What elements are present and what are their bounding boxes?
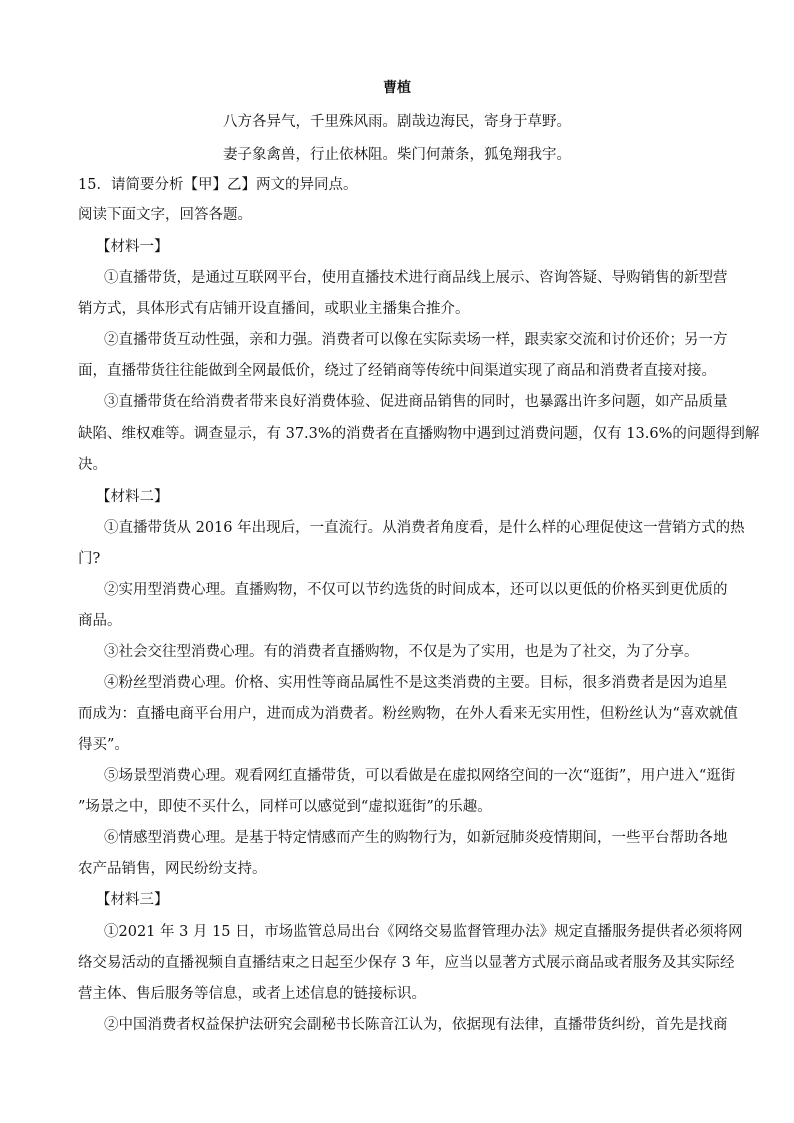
- material-3-header: 【材料三】: [96, 892, 169, 908]
- m2-paragraph-3: ③社会交往型消费心理。有的消费者直播购物，不仅是为了实用，也是为了社交，为了分享。: [104, 644, 699, 660]
- m1-paragraph-2-cont: 面，直播带货往往能做到全网最低价，绕过了经销商等传统中间渠道实现了商品和消费者直接对接。: [78, 363, 716, 379]
- material-1-header: 【材料一】: [96, 239, 169, 255]
- m3-paragraph-1-end: 营主体、售后服务等信息，或者上述信息的链接标识。: [78, 986, 426, 1002]
- m3-paragraph-1-cont: 络交易活动的直播视频自直播结束之日起至少保存 3 年，应当以显著方式展示商品或者服务及其实际经: [78, 955, 735, 971]
- m1-paragraph-3-cont: 缺陷、维权难等。调查显示，有 37.3%的消费者在直播购物中遇到过消费问题，仅有 13.6%的问题得到解: [78, 426, 760, 442]
- m1-paragraph-2: ②直播带货互动性强，亲和力强。消费者可以像在实际卖场一样，跟卖家交流和讨价还价；另一方: [104, 332, 728, 348]
- material-2-header: 【材料二】: [96, 489, 169, 505]
- m1-paragraph-3-end: 决。: [78, 457, 107, 473]
- m2-paragraph-5: ⑤场景型消费心理。观看网红直播带货，可以看做是在虚拟网络空间的一次“逛街”，用户进入“逛街: [104, 768, 736, 784]
- poem-line-1: 八方各异气，千里殊风雨。剧哉边海民，寄身于草野。: [223, 114, 571, 130]
- m2-paragraph-6-cont: 农产品销售，网民纷纷支持。: [78, 861, 267, 877]
- m1-paragraph-3: ③直播带货在给消费者带来良好消费体验、促进商品销售的同时，也暴露出许多问题，如产品质量: [104, 394, 728, 410]
- m2-paragraph-1: ①直播带货从 2016 年出现后，一直流行。从消费者角度看，是什么样的心理促使这一营销方式的热: [104, 520, 745, 536]
- m2-paragraph-5-cont: ”场景之中，即使不买什么，同样可以感觉到“虚拟逛街”的乐趣。: [78, 799, 492, 815]
- m3-paragraph-1: ①2021 年 3 月 15 日，市场监管总局出台《网络交易监督管理办法》规定直播服务提供者必须将网: [104, 924, 743, 940]
- m2-paragraph-2-cont: 商品。: [78, 613, 122, 629]
- question-15: 15．请简要分析【甲】乙】两文的异同点。: [78, 177, 358, 193]
- m2-paragraph-4: ④粉丝型消费心理。价格、实用性等商品属性不是这类消费的主要。目标，很多消费者是因为追星: [104, 675, 728, 691]
- poem-title: 曹植: [383, 80, 411, 96]
- m1-paragraph-1: ①直播带货，是通过互联网平台，使用直播技术进行商品线上展示、咨询答疑、导购销售的新型营: [104, 270, 728, 286]
- reading-intro: 阅读下面文字，回答各题。: [78, 207, 252, 223]
- m2-paragraph-4-cont: 而成为：直播电商平台用户，进而成为消费者。粉丝购物，在外人看来无实用性，但粉丝认为“喜欢就值: [78, 706, 738, 722]
- m3-paragraph-2: ②中国消费者权益保护法研究会副秘书长陈音江认为，依据现有法律，直播带货纠纷，首先是找商: [104, 1017, 728, 1033]
- poem-line-2: 妻子象禽兽，行止依林阻。柴门何萧条，狐兔翔我宇。: [223, 147, 571, 163]
- m2-paragraph-4-end: 得买”。: [78, 737, 129, 753]
- m2-paragraph-6: ⑥情感型消费心理。是基于特定情感而产生的购物行为，如新冠肺炎疫情期间，一些平台帮助各地: [104, 830, 728, 846]
- m2-paragraph-2: ②实用型消费心理。直播购物，不仅可以节约选货的时间成本，还可以以更低的价格买到更优质的: [104, 582, 728, 598]
- m1-paragraph-1-cont: 销方式，具体形式有店铺开设直播间，或职业主播集合推介。: [78, 301, 470, 317]
- m2-paragraph-1-cont: 门?: [78, 551, 101, 567]
